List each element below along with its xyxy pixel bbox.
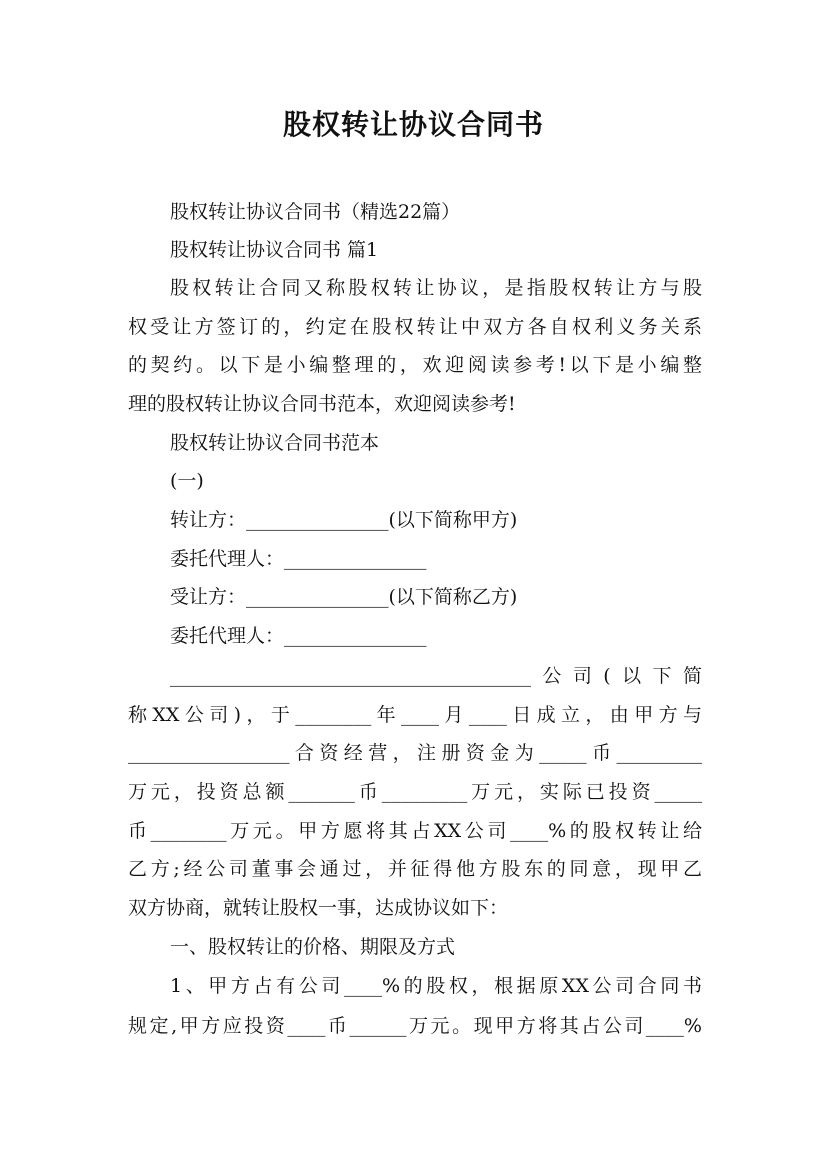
doc-line-heading: 股权转让协议合同书范本	[170, 432, 380, 454]
doc-line-heading: (一)	[170, 470, 204, 492]
doc-line: 称XX公司)，于________年____月____日成立，由甲方与	[128, 704, 702, 726]
doc-line: 理的股权转让协议合同书范本，欢迎阅读参考!	[128, 393, 516, 415]
document-title: 股权转让协议合同书	[282, 108, 544, 141]
doc-line: 规定,甲方应投资____币______万元。现甲方将其占公司____%	[128, 1015, 702, 1037]
doc-line: 乙方;经公司董事会通过，并征得他方股东的同意，现甲乙	[128, 858, 702, 880]
doc-line: ______________________________________公司(以下简	[170, 665, 702, 687]
doc-line: 币________万元。甲方愿将其占XX公司____%的股权转让给	[128, 820, 702, 842]
doc-line: 双方协商，就转让股权一事，达成协议如下：	[128, 897, 509, 919]
doc-line: 万元，投资总额_______币_________万元，实际已投资_____	[128, 781, 702, 803]
doc-line: _________________合资经营，注册资金为_____币_________	[128, 742, 702, 764]
doc-line: 权受让方签订的，约定在股权转让中双方各自权利义务关系	[128, 316, 702, 338]
agent-line: 委托代理人：_______________	[170, 625, 427, 647]
section-heading: 一、股权转让的价格、期限及方式	[170, 936, 456, 958]
doc-line: 股权转让合同又称股权转让协议，是指股权转让方与股	[170, 277, 702, 299]
doc-line: 1、甲方占有公司____%的股权，根据原XX公司合同书	[170, 975, 702, 997]
transferor-line: 转让方：_______________(以下简称甲方)	[170, 509, 518, 531]
agent-line: 委托代理人：_______________	[170, 548, 427, 570]
doc-line-section-heading: 股权转让协议合同书 篇1	[170, 239, 379, 261]
doc-line: 的契约。以下是小编整理的，欢迎阅读参考!以下是小编整	[128, 354, 702, 376]
doc-line-subtitle: 股权转让协议合同书（精选22篇）	[170, 201, 461, 223]
transferee-line: 受让方：_______________(以下简称乙方)	[170, 586, 518, 608]
